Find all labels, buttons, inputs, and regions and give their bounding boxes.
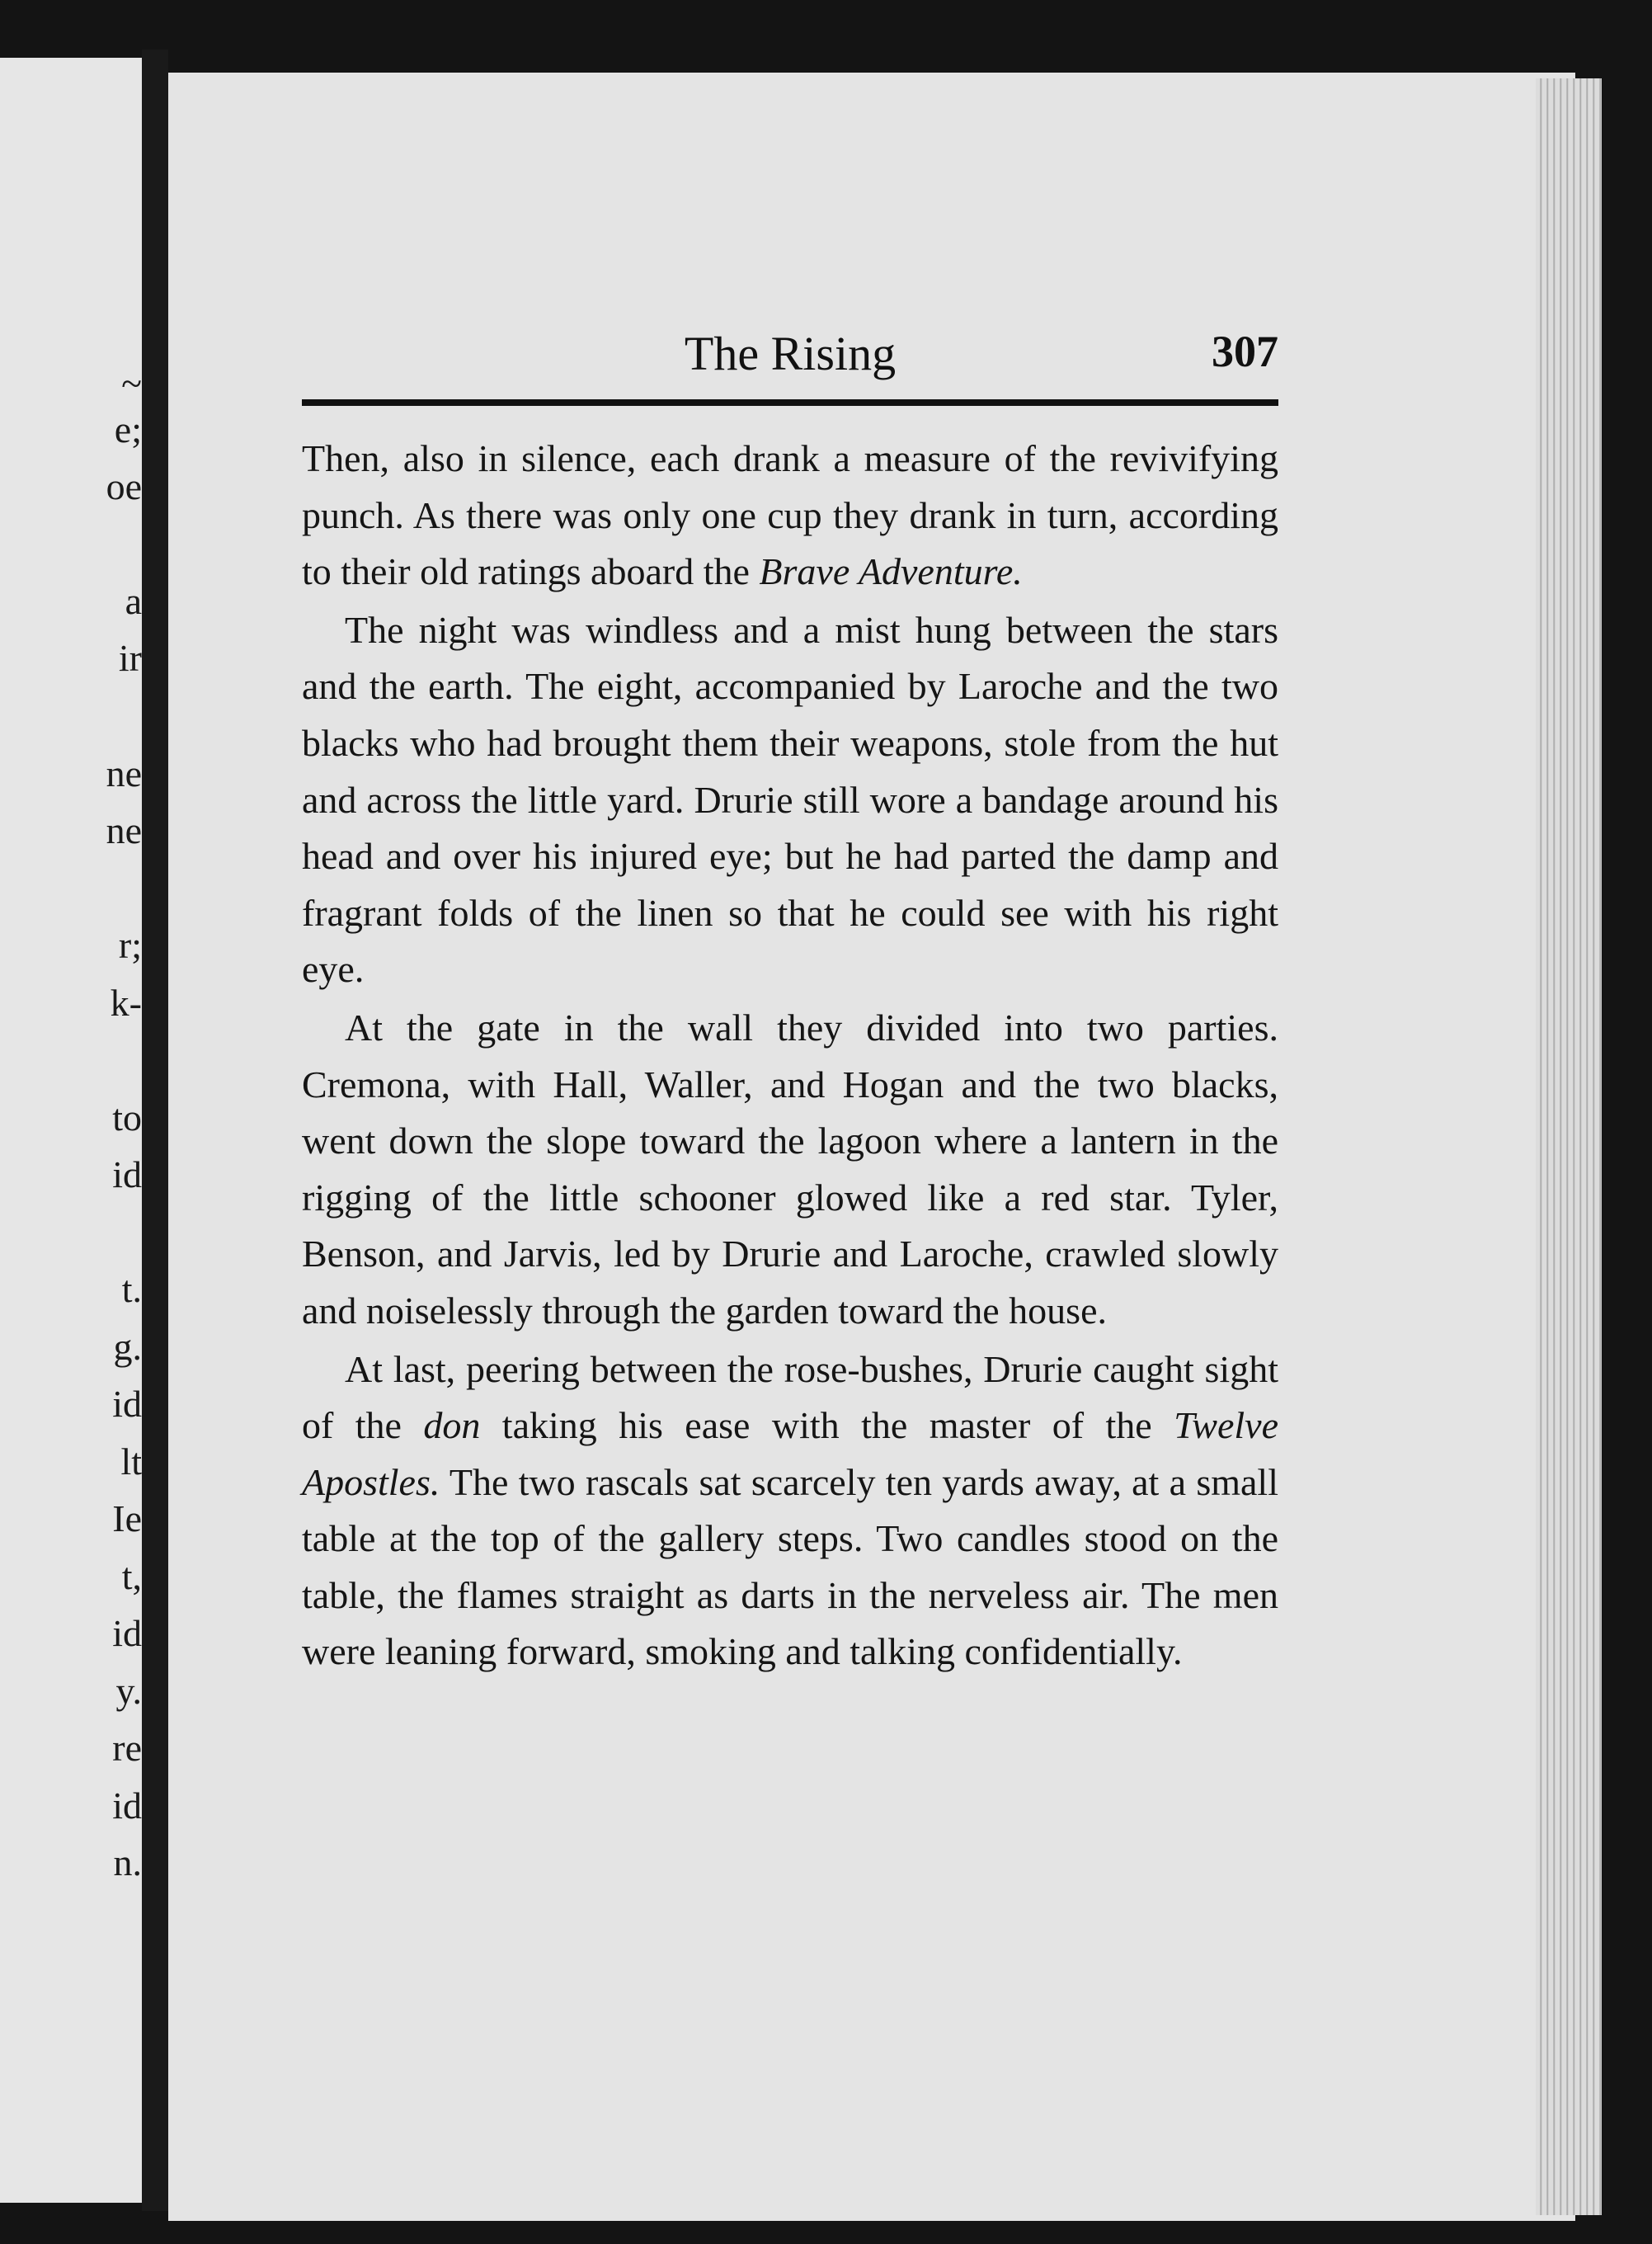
paragraph-text: taking his ease with the master of the [480,1404,1174,1447]
facing-page-fragment: ne [106,752,142,794]
facing-page-fragment: t. [121,1268,142,1310]
paragraph: The night was windless and a mist hung between the stars and the earth. The eight, accompanied by Laroche and the two blacks who had brought them their weapons, stole from the hut and across the little yard. Drurie still wore a bandage around his head and over his injured eye; but he had parted the damp and fragrant folds of the linen so that he could see with his right eye. [302,608,1278,991]
facing-page-fragment: a [125,580,142,622]
facing-page-fragment: n. [113,1841,142,1883]
facing-page-fragment: id [112,1153,142,1195]
facing-page-fragment: id [112,1784,142,1827]
facing-page-fragment: id [112,1383,142,1425]
book-gutter [142,50,168,2211]
facing-page-fragment: t, [121,1555,142,1597]
facing-page-fragment: r; [118,924,142,966]
facing-page-fragment: Ie [112,1497,142,1539]
paragraph-text: The two rascals sat scarcely ten yards away, at a small table at the top of the gallery steps. Two candles stood on the table, the flames straight as darts in the nerveless air. The men were leaning forward, smoking and talking confidentially. [302,1460,1278,1673]
paragraph [302,431,1278,601]
title-word: don [423,1404,481,1447]
facing-page-fragment: e; [114,408,142,450]
page-stack-edge [1536,78,1602,2215]
paragraph [302,1341,1278,1681]
header-rule [302,399,1278,406]
facing-page-fragment: id [112,1612,142,1654]
facing-page-fragment: to [112,1096,142,1138]
ship-name: Brave Adventure. [759,550,1023,593]
page-number: 307 [1212,327,1278,376]
facing-page-fragment: re [112,1727,142,1769]
paragraph-text: Then, also in silence, each drank a measure of the revivifying punch. As there was only one cup they drank in turn, according to their old ratings aboard the [302,437,1278,593]
running-title: The Rising [684,327,897,380]
facing-page-fragment: ~ [121,362,142,404]
facing-page-fragment: g. [113,1326,142,1368]
page-header [302,326,1278,384]
paragraph-text: At last, peering between the rose-bushes, Drurie caught sight of the [302,1347,1278,1447]
facing-page-fragment: k- [110,982,142,1024]
facing-page-edge [0,58,142,2203]
ship-name: Twelve Apostles. [302,1404,1279,1503]
body-text [302,431,1278,1682]
facing-page-fragment: ir [118,637,142,679]
facing-page-fragment: oe [106,465,142,507]
paragraph: At the gate in the wall they divided into two parties. Cremona, with Hall, Waller, and Hogan and the two blacks, went down the slope toward the lagoon where a lantern in the rigging of the little schooner glowed like a red star. Tyler, Benson, and Jarvis, led by Drurie and Laroche, crawled slowly and noiselessly through the garden toward the house. [302,1006,1278,1332]
facing-page-fragment: lt [120,1440,142,1483]
facing-page-fragment: y. [115,1670,142,1712]
facing-page-fragment: ne [106,809,142,851]
